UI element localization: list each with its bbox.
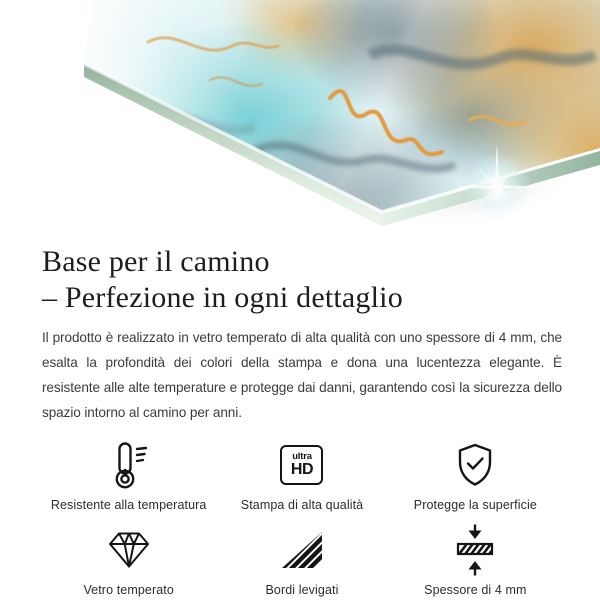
title-line-1: Base per il camino bbox=[42, 245, 270, 278]
title-line-2: – Perfezione in ogni dettaglio bbox=[42, 281, 403, 314]
product-info-section bbox=[0, 240, 600, 597]
feature-temperature-resistant bbox=[42, 440, 215, 512]
ultra-hd-icon bbox=[280, 440, 323, 490]
ultra-hd-badge-bottom: HD bbox=[290, 461, 314, 479]
page-title bbox=[42, 244, 562, 316]
ultra-hd-badge-top: ultra bbox=[292, 450, 312, 462]
thickness-4mm-icon bbox=[455, 525, 495, 575]
features-grid bbox=[42, 440, 562, 597]
feature-label: Bordi levigati bbox=[265, 583, 339, 597]
product-description: Il prodotto è realizzato in vetro temperato di alta qualità con uno spessore di 4 mm, che esalta la profondità dei colori della stampa e dona una lucentezza elegante. È resistente alle alte temperature e protegge dai danni, garantendo così la sicurezza dello spazio intorno al camino per anni. bbox=[42, 330, 562, 420]
feature-label: Vetro temperato bbox=[83, 583, 174, 597]
diamond-icon bbox=[106, 525, 152, 575]
sparkle-glow bbox=[462, 152, 532, 222]
feature-surface-protection bbox=[389, 440, 562, 512]
feature-polished-edges bbox=[215, 525, 388, 597]
feature-label: Protegge la superficie bbox=[413, 498, 537, 512]
thermometer-icon bbox=[106, 440, 152, 490]
feature-label: Stampa di alta qualità bbox=[240, 498, 364, 512]
feature-label: Resistente alla temperatura bbox=[50, 498, 207, 512]
feature-label: Spessore di 4 mm bbox=[424, 583, 527, 597]
feature-tempered-glass bbox=[42, 525, 215, 597]
polished-edges-icon bbox=[279, 525, 325, 575]
feature-print-quality bbox=[215, 440, 388, 512]
product-image bbox=[0, 0, 600, 240]
shield-check-icon bbox=[453, 440, 497, 490]
sparkle-icon bbox=[450, 140, 544, 234]
feature-thickness bbox=[389, 525, 562, 597]
